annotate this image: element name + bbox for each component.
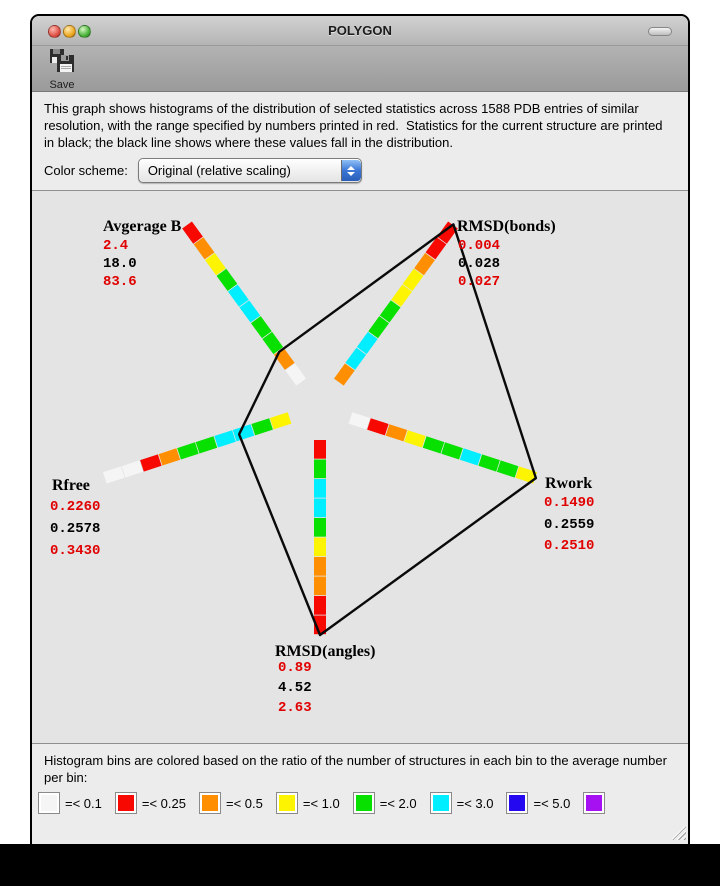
- color-scheme-label: Color scheme:: [44, 163, 128, 178]
- legend-swatch-orange: [199, 792, 221, 814]
- spoke-rfree: [103, 412, 291, 483]
- legend-bin-label: =< 5.0: [533, 795, 571, 811]
- legend-swatch-cyan: [430, 792, 452, 814]
- legend-item-purple: [583, 792, 605, 814]
- resize-grip[interactable]: [672, 826, 686, 840]
- histogram-bin: [478, 454, 500, 471]
- histogram-bin: [497, 460, 519, 477]
- metric-value-rwork: 0.1490: [544, 495, 595, 511]
- legend-swatch-red: [115, 792, 137, 814]
- description-text: This graph shows histograms of the distribution of selected statistics across 1588 PDB entries of similar resolution, with the range specified by numbers printed in red. Statistics for the current structure are printed in black; the black line shows where these values fall in the distribution.: [44, 101, 667, 150]
- histogram-bin: [214, 430, 236, 447]
- metric-value-rmsd-bonds: 0.027: [458, 274, 501, 290]
- histogram-bin: [270, 412, 292, 429]
- legend-bin-label: =< 0.1: [65, 795, 102, 811]
- color-scheme-select[interactable]: [138, 158, 362, 183]
- metric-value-rwork: 0.2559: [544, 517, 595, 533]
- histogram-bin: [314, 538, 326, 557]
- histogram-bin: [122, 460, 144, 477]
- histogram-bin: [441, 442, 463, 459]
- legend-item-blue: [506, 792, 570, 814]
- metric-value-rmsd-angles: 2.63: [278, 700, 312, 716]
- histogram-bin: [177, 442, 199, 459]
- legend-panel: [32, 744, 688, 842]
- histogram-bin: [103, 466, 125, 483]
- spoke-rmsd-bonds: [334, 222, 458, 386]
- histogram-bin: [404, 430, 426, 447]
- polygon-chart: [32, 191, 688, 744]
- metric-value-rmsd-bonds: 0.028: [458, 256, 501, 272]
- metric-value-avgerage-b: 83.6: [103, 274, 137, 290]
- legend-bin-label: =< 0.25: [141, 795, 186, 811]
- histogram-bin: [314, 596, 326, 615]
- metric-value-rfree: 0.2260: [50, 499, 101, 515]
- spoke-rwork: [349, 412, 537, 483]
- legend-swatch-purple: [583, 792, 605, 814]
- metric-value-rfree: 0.2578: [50, 521, 101, 537]
- legend-item-orange: [199, 792, 263, 814]
- legend-swatch-white: [38, 792, 60, 814]
- legend-bin-label: =< 0.5: [225, 795, 263, 811]
- legend-text: Histogram bins are colored based on the ratio of the number of structures in each bin to the average number per bin:: [44, 753, 671, 785]
- histogram-bin: [251, 418, 273, 435]
- histogram-bin: [423, 436, 445, 453]
- histogram-bin: [314, 440, 326, 459]
- histogram-bin: [460, 448, 481, 465]
- metric-value-rfree: 0.3430: [50, 543, 101, 559]
- legend-swatch-yellow: [276, 792, 298, 814]
- histogram-bin: [314, 499, 326, 518]
- metric-label-rmsd-angles: RMSD(angles): [275, 643, 376, 660]
- titlebar: [32, 16, 688, 46]
- legend-bin-label: =< 2.0: [379, 795, 417, 811]
- legend-row: [38, 792, 676, 814]
- metric-label-rfree: Rfree: [52, 477, 90, 494]
- legend-item-green: [353, 792, 417, 814]
- metric-label-rwork: Rwork: [545, 475, 593, 492]
- legend-swatch-green: [353, 792, 375, 814]
- histogram-bin: [314, 557, 326, 576]
- metric-label-rmsd-bonds: RMSD(bonds): [457, 218, 556, 235]
- window-title: POLYGON: [328, 23, 392, 38]
- plot-panel: [32, 191, 688, 744]
- histogram-bin: [386, 424, 408, 441]
- color-scheme-row: [44, 158, 676, 183]
- metric-label-avgerage-b: Avgerage B: [103, 218, 182, 235]
- description-panel: [32, 92, 688, 191]
- histogram-bin: [314, 460, 326, 479]
- histogram-bin: [314, 479, 326, 498]
- metric-value-avgerage-b: 2.4: [103, 238, 129, 254]
- histogram-bin: [314, 518, 326, 537]
- legend-item-white: [38, 792, 102, 814]
- toolbar-toggle-pill[interactable]: [648, 27, 672, 36]
- save-floppy-icon: [49, 60, 75, 77]
- metric-value-rmsd-angles: 4.52: [278, 680, 312, 696]
- histogram-bin: [349, 412, 371, 429]
- histogram-bin: [140, 454, 162, 471]
- metric-value-rwork: 0.2510: [544, 538, 595, 554]
- histogram-bin: [159, 448, 180, 465]
- spoke-avgerage-b: [182, 222, 306, 386]
- legend-item-cyan: [430, 792, 494, 814]
- legend-bin-label: =< 3.0: [456, 795, 494, 811]
- polygon-window: [30, 14, 690, 846]
- popup-arrows-icon: [341, 160, 361, 181]
- histogram-bin: [367, 418, 389, 435]
- legend-item-red: [115, 792, 186, 814]
- legend-swatch-blue: [506, 792, 528, 814]
- legend-bin-label: =< 1.0: [302, 795, 340, 811]
- toolbar: [32, 46, 688, 92]
- metric-value-rmsd-bonds: 0.004: [458, 238, 501, 254]
- save-button-label: Save: [49, 79, 75, 91]
- histogram-bin: [196, 436, 218, 453]
- metric-value-rmsd-angles: 0.89: [278, 660, 312, 676]
- histogram-bin: [314, 577, 326, 596]
- spoke-rmsd-angles: [314, 440, 326, 634]
- save-button[interactable]: [42, 49, 82, 89]
- legend-item-yellow: [276, 792, 340, 814]
- desktop-background-strip: [0, 844, 720, 886]
- metric-value-avgerage-b: 18.0: [103, 256, 137, 272]
- color-scheme-selected-value: Original (relative scaling): [147, 163, 291, 178]
